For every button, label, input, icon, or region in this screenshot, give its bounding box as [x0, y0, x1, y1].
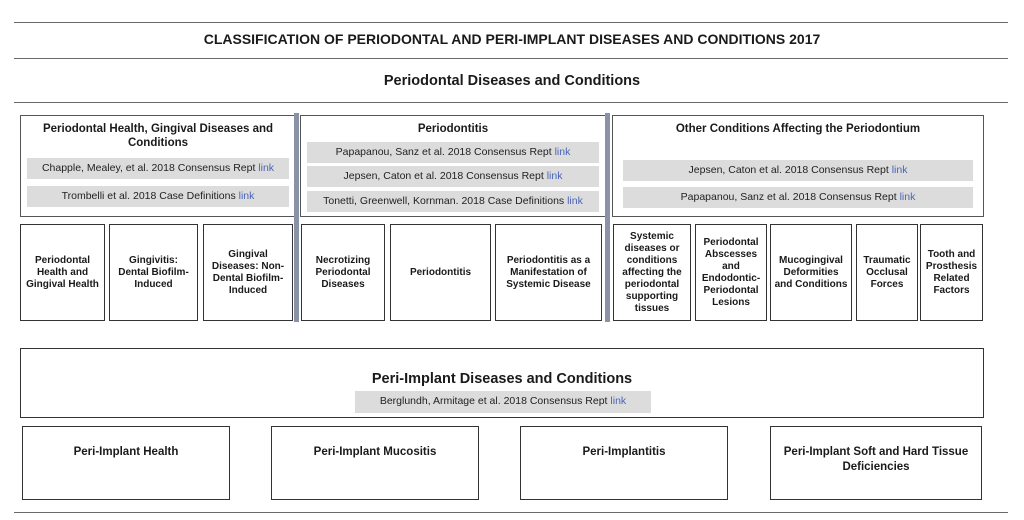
subtitle-rule — [14, 102, 1008, 103]
ref-text: Tonetti, Greenwell, Kornman. 2018 Case Definitions — [323, 195, 565, 207]
panel-heading-health: Periodontal Health, Gingival Diseases and Conditions — [42, 123, 274, 149]
box-peri-implant-deficiencies: Peri-Implant Soft and Hard Tissue Deficiencies — [770, 426, 982, 500]
ref-text: Papapanou, Sanz et al. 2018 Consensus Rept — [680, 191, 897, 203]
box-peri-implant-mucositis: Peri-Implant Mucositis — [271, 426, 479, 500]
ref-trombelli — [27, 186, 289, 207]
box-periodontitis: Periodontitis — [390, 224, 491, 321]
ref-jepsen — [307, 166, 599, 187]
box-traumatic: Traumatic Occlusal Forces — [856, 224, 918, 321]
panel-heading-other: Other Conditions Affecting the Periodontium — [675, 123, 921, 135]
ref-text: Trombelli et al. 2018 Case Definitions — [61, 190, 236, 202]
ref-chapple — [27, 158, 289, 179]
column-separator — [605, 113, 610, 322]
box-necrotizing: Necrotizing Periodontal Diseases — [301, 224, 385, 321]
panel-other-conditions — [612, 115, 984, 217]
panel-periodontitis — [300, 115, 606, 217]
ref-link[interactable]: link — [899, 191, 916, 203]
box-peri-implantitis: Peri-Implantitis — [520, 426, 728, 500]
box-tooth-prosthesis: Tooth and Prosthesis Related Factors — [920, 224, 983, 321]
panel-heading-periodontitis: Periodontitis — [417, 123, 489, 135]
title-rule — [14, 58, 1008, 59]
box-mucogingival: Mucogingival Deformities and Conditions — [770, 224, 852, 321]
box-periodontitis-systemic: Periodontitis as a Manifestation of Systemic Disease — [495, 224, 602, 321]
ref-text: Chapple, Mealey, et al. 2018 Consensus Rept — [41, 162, 256, 174]
box-periodontal-health: Periodontal Health and Gingival Health — [20, 224, 105, 321]
ref-link[interactable]: link — [610, 395, 627, 407]
bottom-rule — [14, 512, 1008, 513]
box-peri-implant-health: Peri-Implant Health — [22, 426, 230, 500]
ref-text: Jepsen, Caton et al. 2018 Consensus Rept — [343, 170, 544, 182]
box-gingival-diseases: Gingival Diseases: Non-Dental Biofilm-Induced — [203, 224, 293, 321]
ref-link[interactable]: link — [238, 190, 255, 202]
ref-text: Jepsen, Caton et al. 2018 Consensus Rept — [688, 164, 889, 176]
ref-text: Berglundh, Armitage et al. 2018 Consensus Rept — [379, 395, 608, 407]
box-abscesses: Periodontal Abscesses and Endodontic-Periodontal Lesions — [695, 224, 767, 321]
box-gingivitis: Gingivitis: Dental Biofilm-Induced — [109, 224, 198, 321]
top-rule — [14, 22, 1008, 23]
column-separator — [294, 113, 299, 322]
ref-papapanou — [307, 142, 599, 163]
ref-link[interactable]: link — [258, 162, 275, 174]
section-title-peri-implant: Peri-Implant Diseases and Conditions — [371, 371, 633, 387]
panel-periodontal-health — [20, 115, 296, 217]
ref-berglundh — [355, 391, 651, 413]
ref-link[interactable]: link — [891, 164, 908, 176]
ref-link[interactable]: link — [567, 195, 583, 207]
ref-papapanou-other — [623, 187, 973, 208]
section-title-periodontal: Periodontal Diseases and Conditions — [383, 73, 641, 89]
ref-link[interactable]: link — [546, 170, 563, 182]
page-title: CLASSIFICATION OF PERIODONTAL AND PERI-IMPLANT DISEASES AND CONDITIONS 2017 — [203, 31, 821, 47]
ref-tonetti — [307, 191, 599, 212]
box-systemic-diseases: Systemic diseases or conditions affecting the periodontal supporting tissues — [613, 224, 691, 321]
ref-jepsen-other — [623, 160, 973, 181]
ref-link[interactable]: link — [554, 146, 571, 158]
panel-peri-implant — [20, 348, 984, 418]
ref-text: Papapanou, Sanz et al. 2018 Consensus Rept — [335, 146, 552, 158]
